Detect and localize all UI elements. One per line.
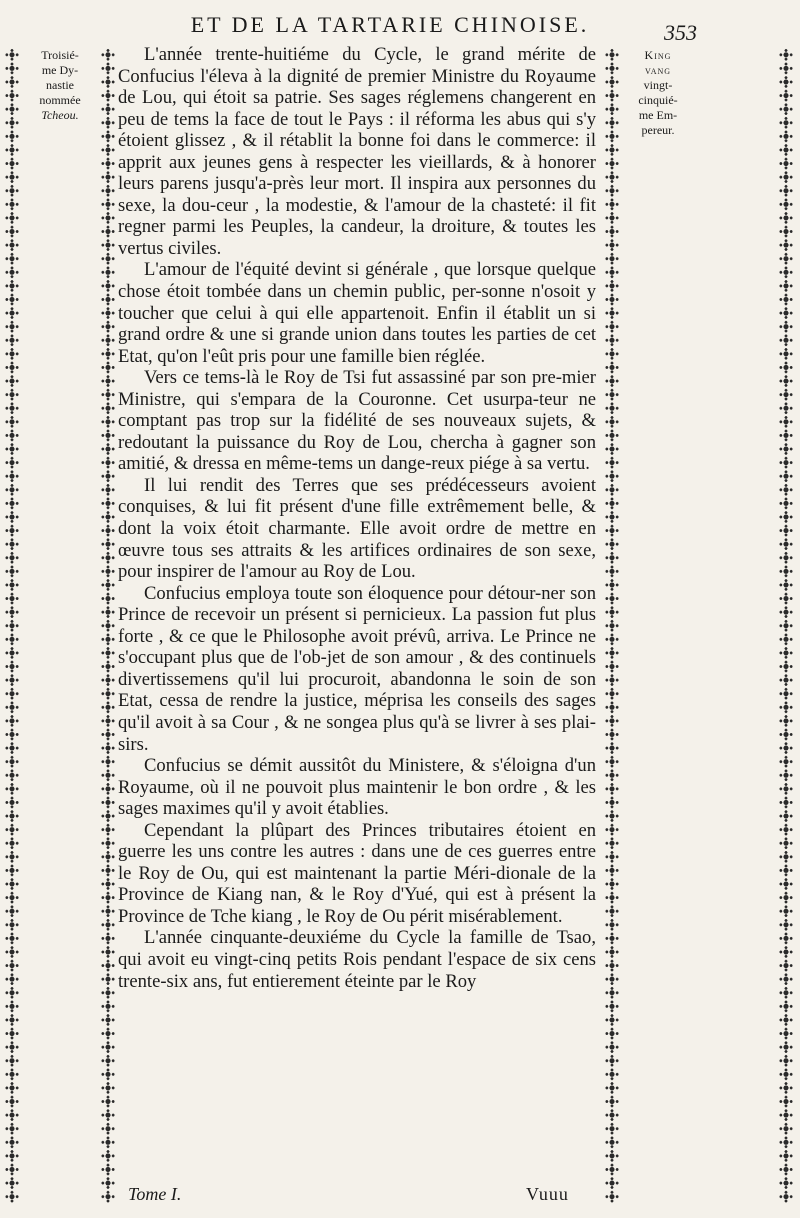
margin-note-line: me Dy- (41, 63, 79, 77)
margin-note-emperor (620, 48, 696, 138)
margin-note-line: pereur. (641, 123, 675, 137)
signature-mark: Vuuu (526, 1184, 569, 1204)
paragraph: L'amour de l'équité devint si générale , que lorsque quelque chose étoit tombée dans un chemin public, per-sonne n'osoit y toucher que celui à qui elle appartenoit. Enfin il établit un si grand ordre & une si grande union dans toutes les parties de cet Etat, qu'on l'eût pris pour une famille bien réglée. (118, 259, 596, 367)
fleuron-border-right-inner (604, 48, 620, 1204)
margin-note-line: cinquié- (638, 93, 678, 107)
paragraph: Confucius employa toute son éloquence pour détour-ner son Prince de recevoir un présent si pernicieux. La passion fut plus forte , & ce que le Philosophe avoit prévû, arriva. Le Prince ne s'occupant plus que de l'ob-jet de son amour , & des continuels divertissemens qu'il lui procuroit, abandonna le soin de son Etat, cessa de rendre la justice, méprisa les conseils des sages qu'il avoit à sa Cour , & ne songea plus qu'à se livrer à ses plai-sirs. (118, 582, 596, 755)
paragraph: Cependant la plûpart des Princes tributaires étoient en guerre les uns contre les autres : dans une de ces guerres entre le Roy de Ou, qui est maintenant la partie Méri-dionale de la Province de Kiang nan, & le Roy d'Yué, qui est à présent la Province de Tche kiang , le Roy de Ou périt misérablement. (118, 819, 596, 927)
margin-note-line: vingt- (643, 78, 673, 92)
margin-note-dynasty (20, 48, 100, 123)
margin-note-line: Troisié- (41, 48, 79, 62)
paragraph: L'année cinquante-deuxiéme du Cycle la famille de Tsao, qui avoit eu vingt-cinq petits Rois pendant l'espace de six cens trente-six ans, fut entierement éteinte par le Roy (118, 927, 596, 992)
margin-note-line: nastie (46, 78, 74, 92)
margin-note-line: vang (644, 63, 672, 77)
paragraph: Confucius se démit aussitôt du Ministere, & s'éloigna d'un Royaume, où il ne pouvoit plus maintenir le bon ordre , & les sages maximes qu'il y avoit établies. (118, 755, 596, 820)
margin-note-line: me Em- (638, 108, 678, 122)
paragraph: Vers ce tems-là le Roy de Tsi fut assassiné par son pre-mier Ministre, qui s'empara de la Couronne. Cet usurpa-teur ne comptant pas trop sur la fidélité de ses nouveaux sujets, & redoutant la puissance du Roy de Lou, chercha à gagner son amitié, & dressa en même-tems un dange-reux piége à sa vertu. (118, 367, 596, 475)
main-text (118, 44, 596, 992)
margin-note-name: Tcheou. (41, 108, 79, 122)
paragraph: L'année trente-huitiéme du Cycle, le grand mérite de Confucius l'éleva à la dignité de premier Ministre du Royaume de Lou, qui étoit sa patrie. Ses sages réglemens changerent en peu de tems la face de tout le Pays : il réforma les abus qui s'y étoient glissez , & il rétablit la bonne foi dans le commerce: il apprit aux jeunes gens à respecter les vieillards, & à honorer leurs parens jusqu'a-près leur mort. Il inspira aux personnes du sexe, la dou-ceur , la modestie, & l'amour de la chasteté: il fit regner parmi les Peuples, la candeur, la droiture, & toutes les vertus civiles. (118, 44, 596, 259)
running-head: ET DE LA TARTARIE CHINOISE. (190, 12, 590, 37)
page-number: 353 (664, 20, 697, 45)
volume-label: Tome I. (128, 1184, 182, 1204)
margin-note-title: King (644, 48, 672, 62)
fleuron-border-right-outer (778, 48, 794, 1204)
fleuron-border-left-outer (4, 48, 20, 1204)
fleuron-border-left-inner (100, 48, 116, 1204)
margin-note-line: nommée (39, 93, 81, 107)
paragraph: Il lui rendit des Terres que ses prédécesseurs avoient conquises, & lui fit présent d'une fille extrêmement belle, & dont la voix étoit charmante. Elle avoit ordre de mettre en œuvre tous ses attraits & les artifices ordinaires de son sexe, pour inspirer de l'amour au Roy de Lou. (118, 474, 596, 583)
